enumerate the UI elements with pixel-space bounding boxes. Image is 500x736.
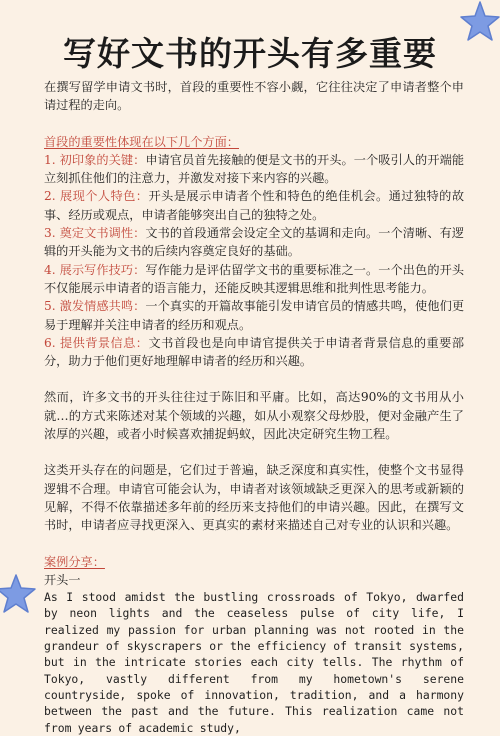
list-item xyxy=(44,224,464,261)
item-key: 提供背景信息： xyxy=(59,335,149,350)
item-key: 激发情感共鸣： xyxy=(59,299,146,314)
importance-heading: 首段的重要性体现在以下几个方面： xyxy=(44,134,239,149)
english-example-text: As I stood amidst the bustling crossroads of Tokyo, dwarfed by neon lights and the ceaseless pulse of city life, I realized my passion for urban planning was not rooted in the grandeur of skyscrapers or the efficiency of transit systems, but in the intricate stories each city tells. The rhythm of Tokyo, vastly different from my hometown's serene countryside, spoke of innovation, tradition, and a harmony between the past and the future. This realization came not from years of academic study, xyxy=(44,590,464,735)
item-key: 初印象的关键： xyxy=(59,152,146,167)
star-icon xyxy=(0,571,42,617)
item-text: 申请官员首先接触的便是文书的开头。一个吸引人的开端能立刻抓住他们的注意力，并激发对接下来内容的兴趣。 xyxy=(44,152,465,186)
list-item xyxy=(44,187,464,224)
item-text: 一个真实的开篇故事能引发申请官员的情感共鸣，使他们更易于理解并关注申请者的经历和观点。 xyxy=(44,299,465,332)
item-text: 文书首段也是向申请官提供关于申请者背景信息的重要部分，助力于他们更好地理解申请者的经历和兴趣。 xyxy=(44,335,465,369)
intro-paragraph: 在撰写留学申请文书时，首段的重要性不容小觑，它往往决定了申请者整个申请过程的走向。 xyxy=(44,80,464,113)
item-number: 5. xyxy=(44,299,56,314)
item-key: 展现个人特色： xyxy=(59,189,149,204)
item-key: 奠定文书调性： xyxy=(59,226,146,241)
item-key: 展示写作技巧： xyxy=(59,262,146,277)
list-item xyxy=(44,151,464,188)
case-heading: 案例分享： xyxy=(44,554,105,569)
bland-openings-paragraph: 然而，许多文书的开头往往过于陈旧和平庸。比如，高达90%的文书用从小就…的方式来陈述对某个领域的兴趣，如从小观察父母炒股，便对金融产生了浓厚的兴趣，或者小时候喜欢捕捉蚂蚁，因此决定研究生物工程。 xyxy=(44,390,464,442)
list-item xyxy=(44,334,464,371)
problem-paragraph: 这类开头存在的问题是，它们过于普遍，缺乏深度和真实性，使整个文书显得逻辑不合理。申请官可能会认为，申请者对该领域缺乏更深入的思考或新颖的见解，不得不依靠描述多年前的经历来支持他们的申请兴趣。因此，在撰写文书时，申请者应寻找更深入、更真实的素材来描述自己对专业的认识和兴趣。 xyxy=(44,463,464,533)
page-title: 写好文书的开头有多重要 xyxy=(63,34,437,73)
item-number: 6. xyxy=(44,335,56,350)
document-body xyxy=(44,78,464,736)
opening-label: 开头一 xyxy=(44,572,81,587)
item-number: 2. xyxy=(44,189,56,204)
item-number: 4. xyxy=(44,262,56,277)
item-text: 写作能力是评估留学文书的重要标准之一。一个出色的开头不仅能展示申请者的语言能力，还能反映其逻辑思维和批判性思考能力。 xyxy=(44,262,465,295)
item-text: 文书的首段通常会设定全文的基调和走向。一个清晰、有逻辑的开头能为文书的后续内容奠定良好的基础。 xyxy=(44,226,465,259)
item-number: 3. xyxy=(44,226,56,241)
item-number: 1. xyxy=(44,152,56,167)
list-item xyxy=(44,261,464,298)
item-text: 开头是展示申请者个性和特色的绝佳机会。通过独特的故事、经历或观点，申请者能够突出自己的独特之处。 xyxy=(44,189,465,222)
list-item xyxy=(44,297,464,334)
